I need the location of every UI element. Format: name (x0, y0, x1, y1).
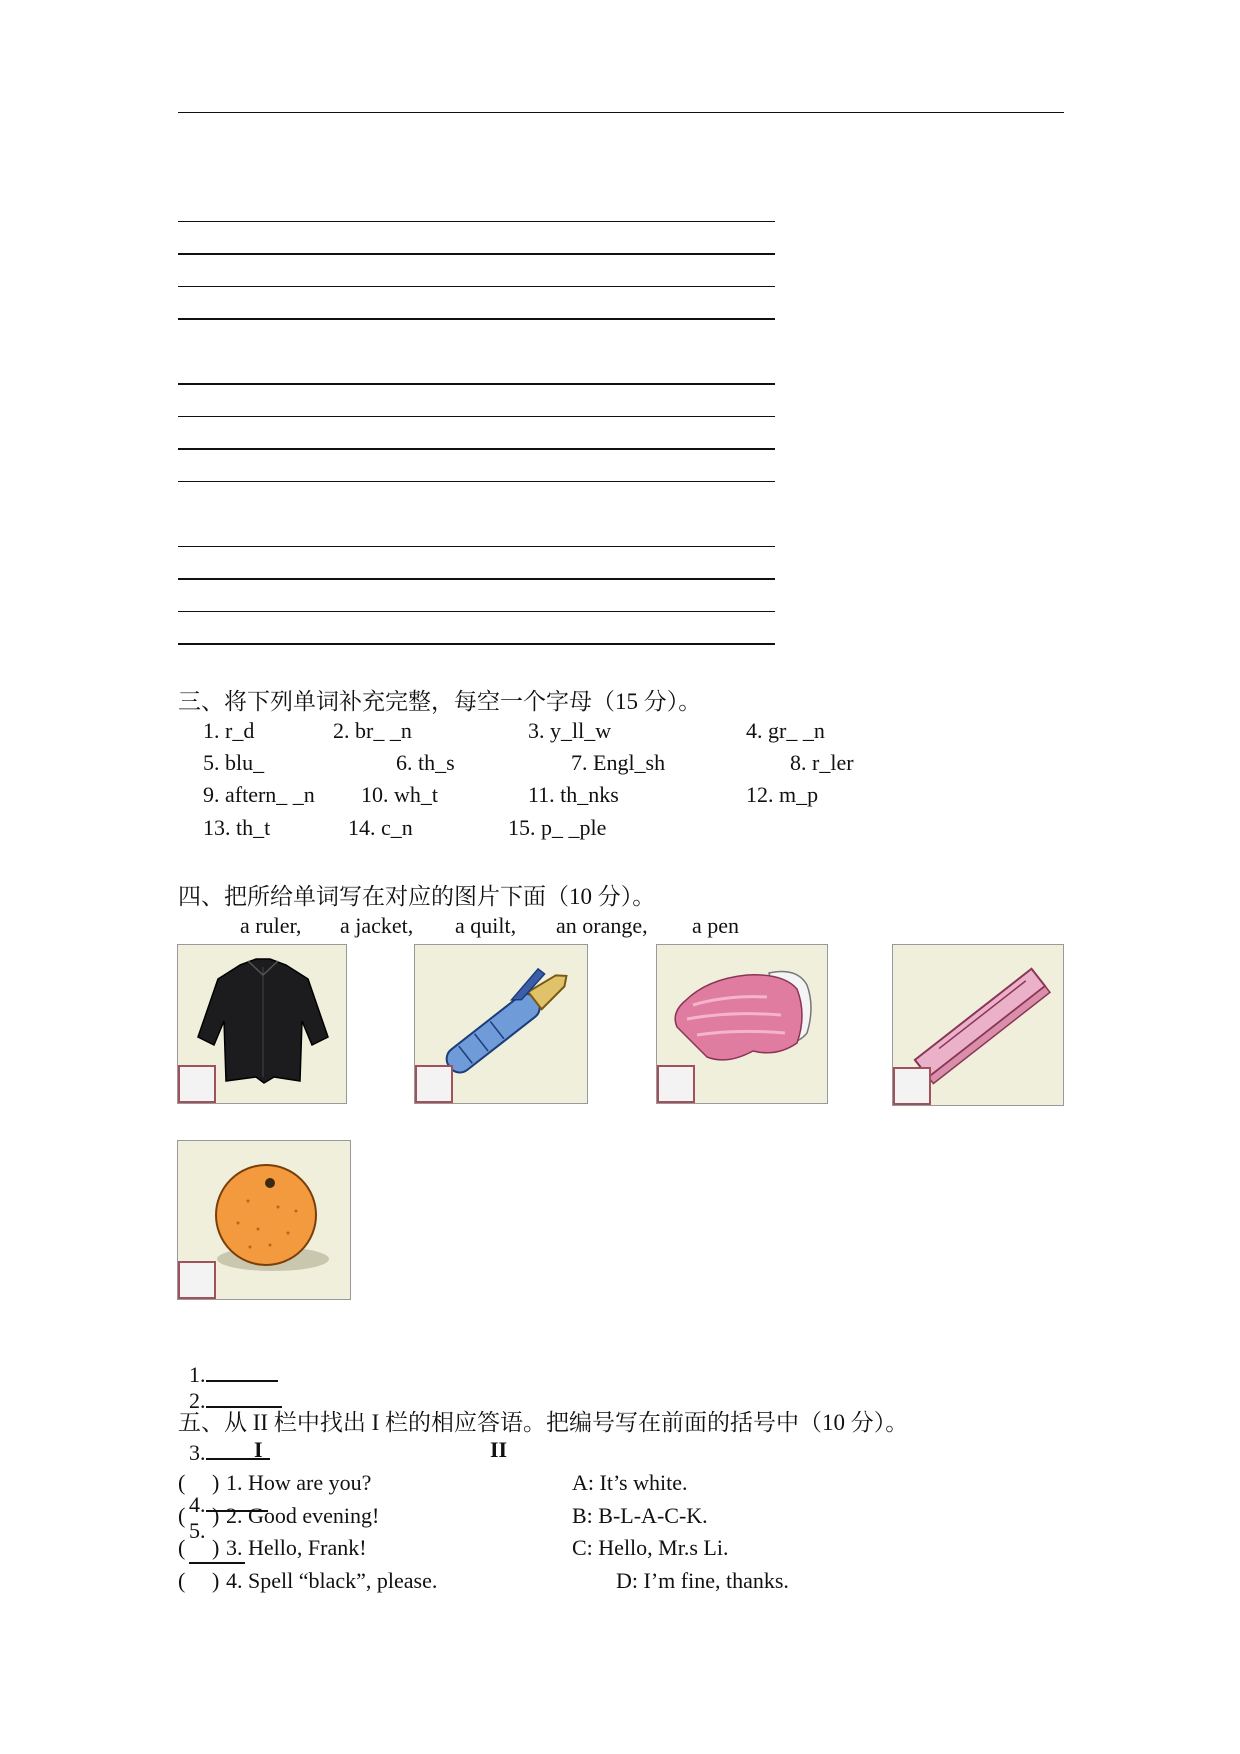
quilt-picture (656, 944, 828, 1104)
question-paren-open: ( (178, 1535, 186, 1560)
writing-line (178, 286, 775, 287)
answer-label: 2. (189, 1388, 206, 1413)
writing-line (178, 448, 775, 450)
column-header-i: I (254, 1437, 263, 1462)
section3-title: 三、将下列单词补充完整，每空一个字母（15 分）。 (178, 689, 702, 714)
answer-number-box (178, 1261, 216, 1299)
answer-blank[interactable] (206, 1379, 278, 1382)
header-rule (178, 112, 1064, 113)
word-bank-item: a pen (692, 913, 740, 938)
word-item: 3. y_ll_w (528, 718, 612, 743)
word-item: 4. gr_ _n (746, 718, 825, 743)
orange-picture (177, 1140, 351, 1300)
answer-option: D: I’m fine, thanks. (616, 1568, 789, 1593)
writing-line (178, 578, 775, 580)
word-item: 12. m_p (746, 782, 819, 807)
word-item: 6. th_s (396, 750, 455, 775)
word-item: 1. r_d (203, 718, 255, 743)
writing-line (178, 643, 775, 645)
writing-line (178, 416, 775, 417)
question-paren-open: ( (178, 1470, 186, 1495)
question-paren-open: ( (178, 1568, 186, 1593)
answer-number-box (657, 1065, 695, 1103)
writing-line (178, 318, 775, 320)
answer-number-box (893, 1067, 931, 1105)
writing-line (178, 481, 775, 482)
writing-line (178, 611, 775, 612)
question-text: 2. Good evening! (226, 1503, 380, 1528)
word-item: 7. Engl_sh (571, 750, 666, 775)
word-item: 2. br_ _n (333, 718, 412, 743)
answer-label: 1. (189, 1362, 206, 1387)
question-text: 1. How are you? (226, 1470, 372, 1495)
writing-line (178, 253, 775, 255)
answer-label: 3. (189, 1440, 206, 1465)
writing-line (178, 383, 775, 385)
column-header-ii: II (490, 1437, 508, 1462)
answer-number-box (415, 1065, 453, 1103)
word-bank-item: a quilt, (455, 913, 517, 938)
question-text: 4. Spell “black”, please. (226, 1568, 438, 1593)
question-paren-close: ) (212, 1568, 220, 1593)
word-item: 8. r_ler (790, 750, 854, 775)
question-text: 3. Hello, Frank! (226, 1535, 367, 1560)
answer-label: 4. (189, 1492, 206, 1517)
answer-label: 5. (189, 1518, 206, 1543)
writing-line (178, 546, 775, 547)
word-bank-item: a jacket, (340, 913, 414, 938)
jacket-picture (177, 944, 347, 1104)
question-paren-close: ) (212, 1503, 220, 1528)
word-bank-item: an orange, (556, 913, 648, 938)
word-bank-item: a ruler, (240, 913, 302, 938)
word-item: 5. blu_ (203, 750, 265, 775)
pen-picture (414, 944, 588, 1104)
answer-option: A: It’s white. (572, 1470, 688, 1495)
section4-title: 四、把所给单词写在对应的图片下面（10 分）。 (178, 884, 656, 909)
question-paren-close: ) (212, 1470, 220, 1495)
word-item: 13. th_t (203, 815, 271, 840)
word-item: 9. aftern_ _n (203, 782, 315, 807)
answer-option: B: B-L-A-C-K. (572, 1503, 708, 1528)
word-item: 14. c_n (348, 815, 413, 840)
answer-number-box (178, 1065, 216, 1103)
word-item: 11. th_nks (528, 782, 619, 807)
answer-option: C: Hello, Mr.s Li. (572, 1535, 729, 1560)
ruler-picture (892, 944, 1064, 1106)
section5-title: 五、从 II 栏中找出 I 栏的相应答语。把编号写在前面的括号中（10 分）。 (178, 1410, 909, 1435)
writing-line (178, 221, 775, 222)
answer-blank[interactable] (189, 1561, 245, 1564)
question-paren-open: ( (178, 1503, 186, 1528)
question-paren-close: ) (212, 1535, 220, 1560)
word-item: 10. wh_t (361, 782, 438, 807)
word-item: 15. p_ _ple (508, 815, 607, 840)
